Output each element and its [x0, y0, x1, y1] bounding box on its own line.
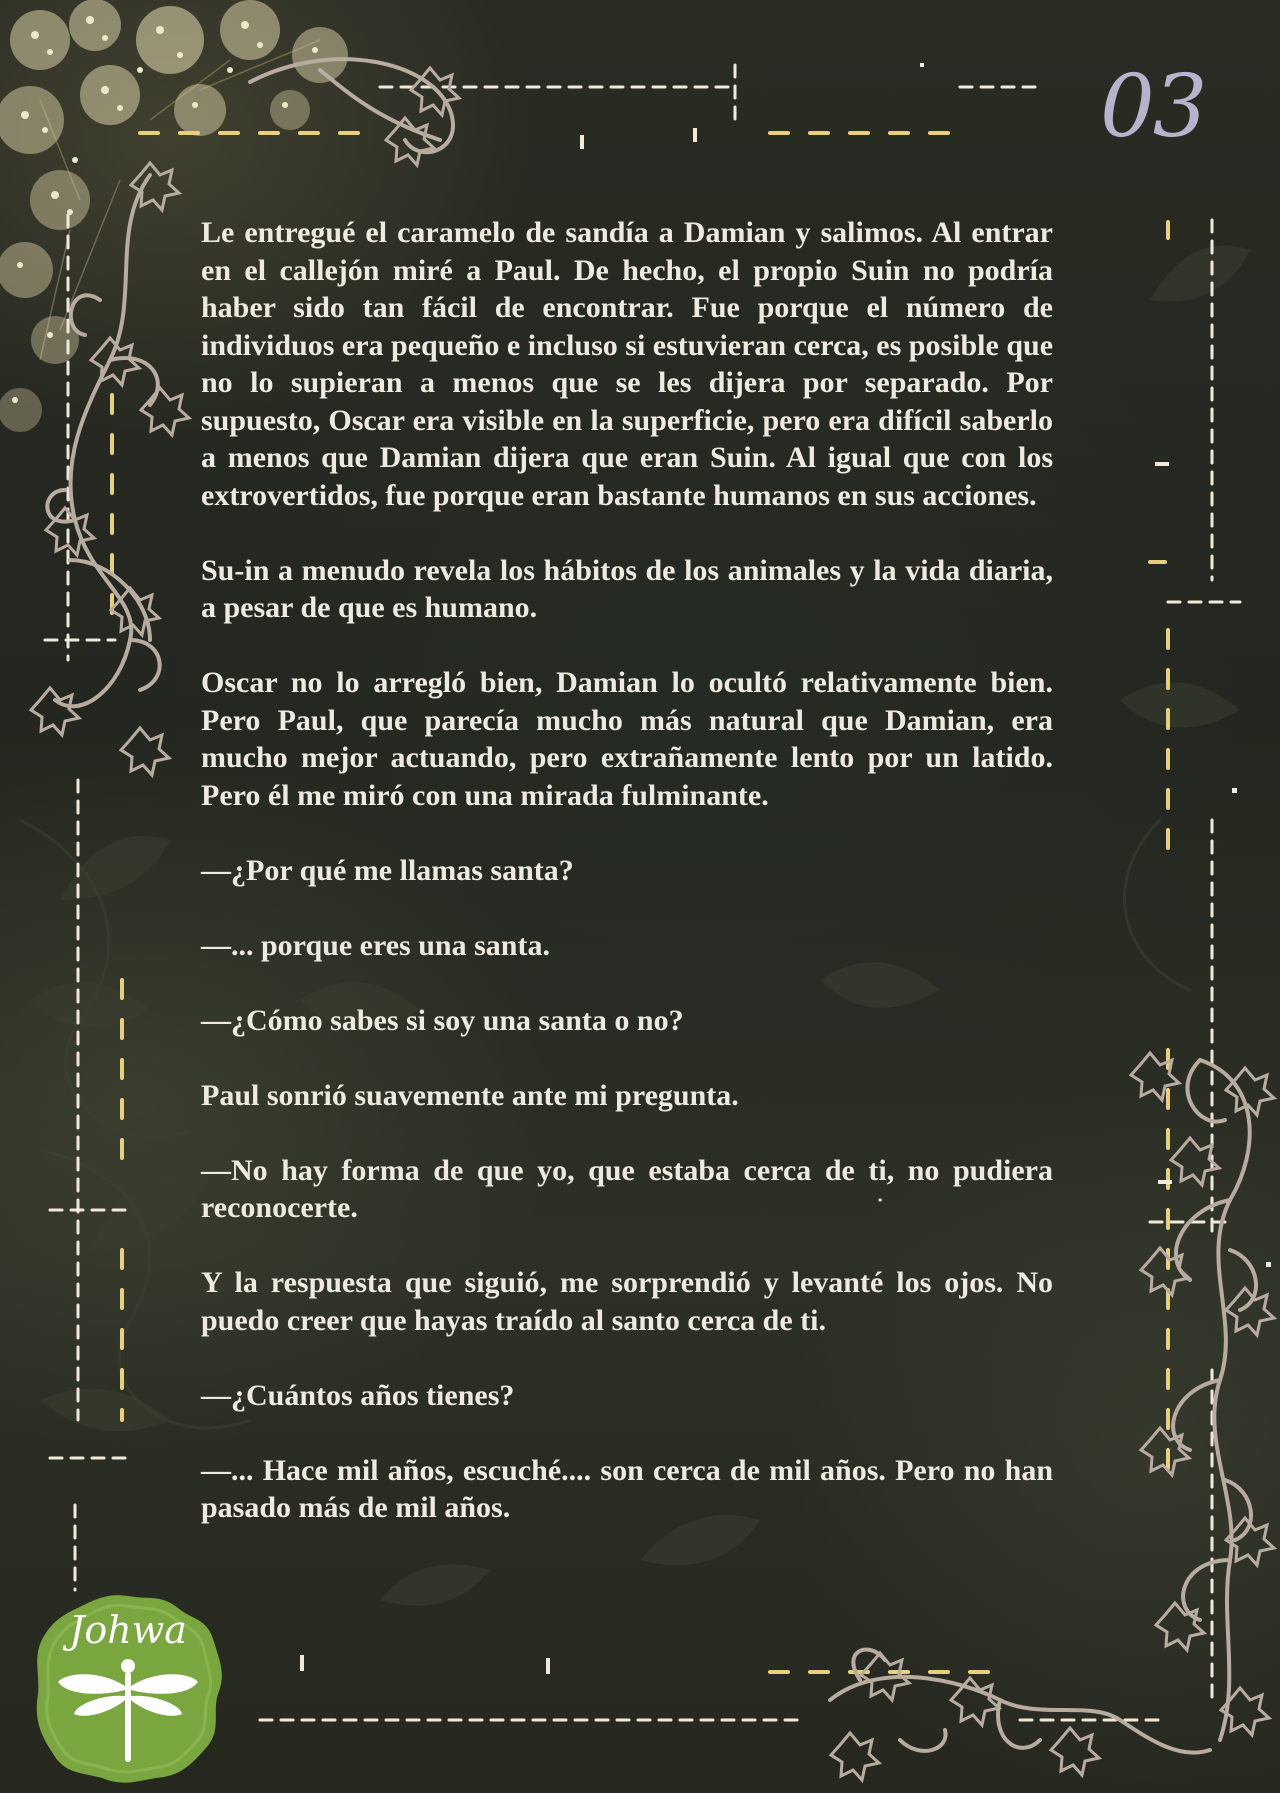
paragraph: Paul sonrió suavemente ante mi pregunta.	[201, 1078, 739, 1112]
johwa-logo	[30, 1590, 226, 1786]
story-text	[201, 214, 1053, 1564]
dialogue-line: —¿Por qué me llamas santa?	[201, 853, 574, 887]
dialogue-line: —¿Cuántos años tienes?	[201, 1378, 515, 1412]
dialogue-line: —... porque eres una santa.	[201, 928, 550, 962]
logo-text: Johwa	[69, 1608, 187, 1652]
dialogue-line: —¿Cómo sabes si soy una santa o no?	[201, 1003, 684, 1037]
paragraph: Oscar no lo arregló bien, Damian lo ocultó relativamente bien. Pero Paul, que parecía mucho más natural que Damian, era mucho mejor actuando, pero extrañamente lento por un latido. Pero él me miró con una mirada fulminante.	[201, 666, 1053, 812]
page-number: 03	[1100, 57, 1206, 157]
dialogue-line: —... Hace mil años, escuché.... son cerca de mil años. Pero no han pasado más de mil años.	[201, 1453, 1053, 1524]
paragraph: Su-in a menudo revela los hábitos de los animales y la vida diaria, a pesar de que es humano.	[201, 553, 1053, 624]
paragraph: Le entregué el caramelo de sandía a Damian y salimos. Al entrar en el callejón miré a Paul. De hecho, el propio Suin no podría haber sido tan fácil de encontrar. Fue porque el número de individuos era pequeño e incluso si estuvieran cerca, es posible que no lo supieran a menos que se les dijera por separado. Por supuesto, Oscar era visible en la superficie, pero era difícil saberlo a menos que Damian dijera que eran Suin. Al igual que con los extrovertidos, fue porque eran bastante humanos en sus acciones.	[201, 216, 1054, 512]
dialogue-line: —No hay forma de que yo, que estaba cerca de ti, no pudiera reconocerte.	[201, 1153, 1053, 1224]
paragraph: Y la respuesta que siguió, me sorprendió y levanté los ojos. No puedo creer que hayas traído al santo cerca de ti.	[201, 1266, 1053, 1337]
vine-bottom	[830, 1650, 1210, 1753]
